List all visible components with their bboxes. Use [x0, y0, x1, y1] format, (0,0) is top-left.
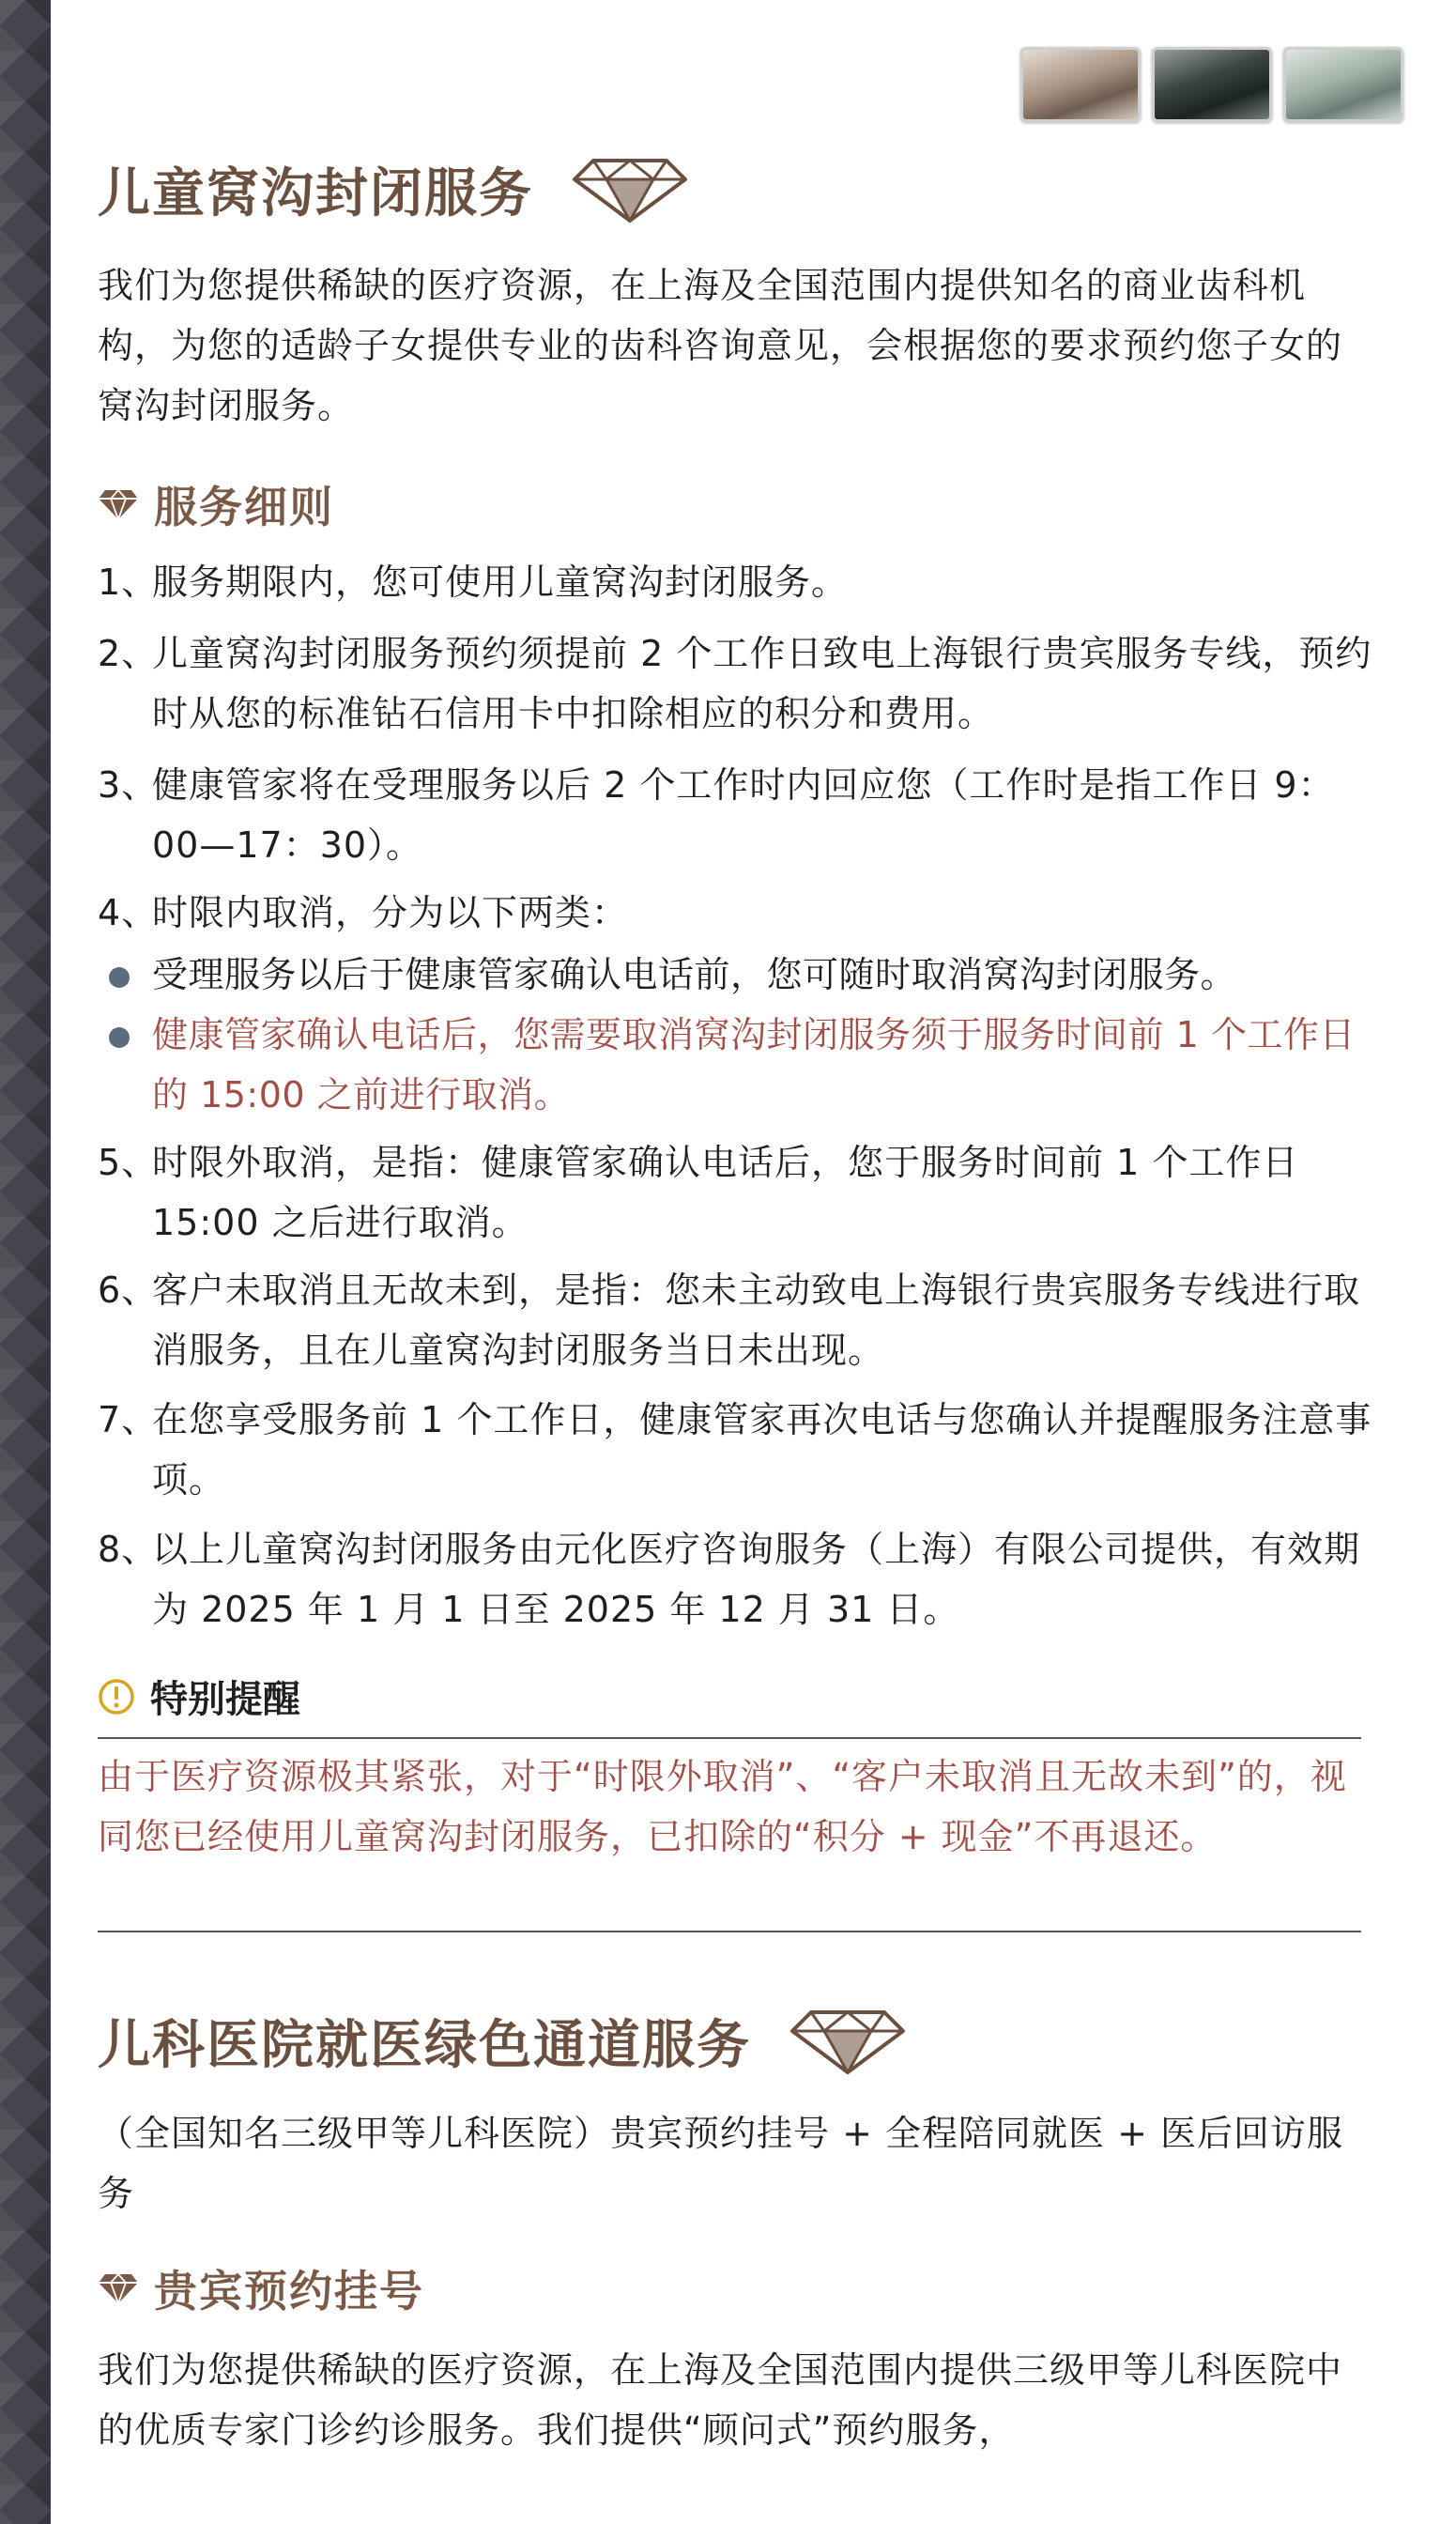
rule-text: 以上儿童窝沟封闭服务由元化医疗咨询服务（上海）有限公司提供，有效期为 2025 年 1 月 1 日至 2025 年 12 月 31 日。: [152, 1529, 1361, 1630]
diamond-icon: [98, 488, 139, 520]
section2-body: 我们为您提供稀缺的医疗资源，在上海及全国范围内提供三级甲等儿科医院中的优质专家门诊约诊服务。我们提供“顾问式”预约服务，: [98, 2349, 1343, 2451]
special-notice-title: [98, 1670, 300, 1723]
bullet-text: 受理服务以后于健康管家确认电话前，您可随时取消窝沟封闭服务。: [152, 954, 1237, 995]
rule-text: 儿童窝沟封闭服务预约须提前 2 个工作日致电上海银行贵宾服务专线，预约时从您的标准钻石信用卡中扣除相应的积分和费用。: [152, 633, 1372, 734]
rule-number: 3、: [98, 764, 159, 806]
rule-item: [98, 755, 1374, 875]
rule-number: 2、: [98, 633, 159, 674]
bank-card-image: [1152, 47, 1272, 122]
rule-number: 1、: [98, 562, 159, 603]
rule-number: 8、: [98, 1529, 159, 1570]
rule-number: 6、: [98, 1270, 159, 1311]
section-title-text: 儿童窝沟封闭服务: [98, 163, 533, 224]
divider: [98, 1931, 1361, 1932]
bullet-dot: [109, 1027, 130, 1048]
rule-item: [98, 1519, 1374, 1639]
rules-title-text: 服务细则: [154, 482, 334, 532]
vip-registration-title-text: 贵宾预约挂号: [154, 2266, 424, 2316]
rule-text: 在您享受服务前 1 个工作日，健康管家再次电话与您确认并提醒服务注意事项。: [152, 1399, 1372, 1501]
section2-intro: （全国知名三级甲等儿科医院）贵宾预约挂号 + 全程陪同就医 + 医后回访服务: [98, 2113, 1343, 2214]
section-title-pit-sealing: [98, 152, 687, 227]
decorative-side-strip: [0, 0, 51, 2524]
rules-title: [98, 473, 334, 535]
bullet-dot: [109, 967, 130, 988]
section-title-text: 儿科医院就医绿色通道服务: [98, 2015, 751, 2076]
diamond-icon: [98, 2272, 139, 2304]
vip-registration-title: [98, 2257, 424, 2319]
cancel-type-bullet: [98, 945, 1384, 1005]
section1-intro: 我们为您提供稀缺的医疗资源，在上海及全国范围内提供知名的商业齿科机构，为您的适龄子女提供专业的齿科咨询意见，会根据您的要求预约您子女的窝沟封闭服务。: [98, 265, 1343, 426]
warning-icon: [98, 1678, 135, 1716]
rule-number: 7、: [98, 1399, 159, 1440]
bank-card-image: [1020, 47, 1141, 122]
special-notice-text: 由于医疗资源极其紧张，对于“时限外取消”、“客户未取消且无故未到”的，视同您已经使用儿童窝沟封闭服务，已扣除的“积分 + 现金”不再退还。: [98, 1756, 1347, 1857]
section-title-pediatric-green-channel: [98, 2004, 905, 2079]
rule-text: 健康管家将在受理服务以后 2 个工作时内回应您（工作时是指工作日 9：00—17：30）。: [152, 764, 1335, 866]
rule-item: [98, 1260, 1374, 1380]
rule-item: [98, 623, 1374, 744]
rule-item: [98, 1390, 1374, 1510]
diamond-icon: [573, 157, 687, 223]
cancel-type-bullet: [98, 1005, 1384, 1125]
bank-card-image: [1283, 47, 1403, 122]
divider: [98, 1737, 1361, 1739]
rule-text: 时限外取消，是指：健康管家确认电话后，您于服务时间前 1 个工作日 15:00 之后进行取消。: [152, 1142, 1299, 1243]
rule-item: [98, 1132, 1374, 1253]
special-notice-title-text: 特别提醒: [150, 1678, 300, 1721]
rule-number: 5、: [98, 1142, 159, 1183]
diamond-icon: [790, 2008, 905, 2074]
rule-text: 服务期限内，您可使用儿童窝沟封闭服务。: [152, 562, 849, 603]
bullet-text: 健康管家确认电话后，您需要取消窝沟封闭服务须于服务时间前 1 个工作日的 15:00 之前进行取消。: [152, 1014, 1356, 1116]
rule-item: [98, 883, 1374, 943]
rule-text: 客户未取消且无故未到，是指：您未主动致电上海银行贵宾服务专线进行取消服务，且在儿童窝沟封闭服务当日未出现。: [152, 1270, 1361, 1371]
rule-text: 时限内取消，分为以下两类：: [152, 892, 629, 933]
rule-number: 4、: [98, 892, 159, 933]
bank-card-images: [1020, 47, 1403, 122]
rule-item: [98, 552, 1374, 612]
